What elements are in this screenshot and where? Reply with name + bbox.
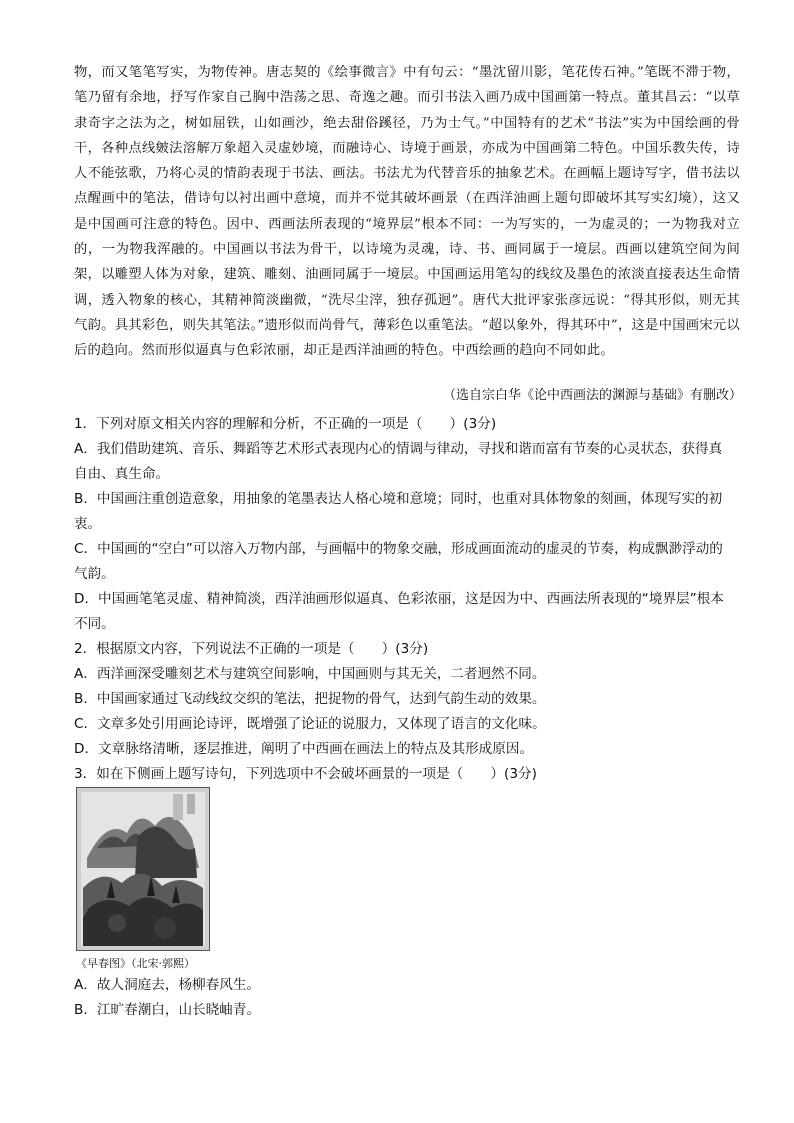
question-3-stem: 3．如在下侧画上题写诗句，下列选项中不会破坏画景的一项是（ ）(3分) [74, 766, 537, 782]
question-3-option-a: A．故人洞庭去，杨柳春风生。 [74, 977, 261, 993]
landscape-painting-image [76, 787, 210, 951]
question-2-option-b: B．中国画家通过飞动线纹交织的笔法，把捉物的骨气，达到气韵生动的效果。 [74, 691, 546, 707]
question-2-option-d: D．文章脉络清晰，逐层推进，阐明了中西画在画法上的特点及其形成原因。 [74, 741, 534, 757]
question-1-option-d: D．中国画笔笔灵虚、精神简淡，西洋油画形似逼真、色彩浓丽，这是因为中、西画法所表现的“境界层”根本不同。 [74, 591, 724, 632]
question-1-option-b: B．中国画注重创造意象，用抽象的笔墨表达人格心境和意境；同时，也重对具体物象的刻画，体现写实的初衷。 [74, 491, 723, 532]
question-2-stem: 2．根据原文内容，下列说法不正确的一项是（ ）(3分) [74, 641, 429, 657]
question-2-option-a: A．西洋画深受雕刻艺术与建筑空间影响，中国画则与其无关，二者迥然不同。 [74, 666, 546, 682]
passage-source: （选自宗白华《论中西画法的渊源与基础》有删改） [442, 388, 742, 403]
question-1-option-c: C．中国画的“空白”可以溶入万物内部，与画幅中的物象交融，形成画面流动的虚灵的节奏，构成飘渺浮动的气韵。 [74, 541, 723, 582]
question-3-option-b: B．江旷春潮白，山长晓岫青。 [74, 1002, 261, 1018]
question-list [74, 412, 734, 787]
question-1-option-a: A．我们借助建筑、音乐、舞蹈等艺术形式表现内心的情调与律动，寻找和谐而富有节奏的心灵状态，获得真自由、真生命。 [74, 441, 723, 482]
painting-caption: 《早春图》（北宋·郭熙） [76, 957, 195, 970]
question-2-option-c: C．文章多处引用画论诗评，既增强了论证的说服力，又体现了语言的文化味。 [74, 716, 546, 732]
reading-passage: 物，而又笔笔写实，为物传神。唐志契的《绘事微言》中有句云：“墨沈留川影，笔花传石神。”笔既不滞于物，笔乃留有余地，抒写作家自己胸中浩荡之思、奇逸之趣。而引书法入画乃成中国画第一特点。董其昌云：“以草隶奇字之法为之，树如屈铁，山如画沙，绝去甜俗蹊径，乃为士气。”中国特有的艺术“书法”实为中国绘画的骨干，各种点线皴法溶解万象超入灵虚妙境，而融诗心、诗境于画景，亦成为中国画第二特色。中国乐教失传，诗人不能弦歌，乃将心灵的情韵表现于书法、画法。书法尤为代替音乐的抽象艺术。在画幅上题诗写字，借书法以点醒画中的笔法，借诗句以衬出画中意境，而并不觉其破坏画景（在西洋油画上题句即破坏其写实幻境），这又是中国画可注意的特色。因中、西画法所表现的“境界层”根本不同：一为写实的，一为虚灵的；一为物我对立的，一为物我浑融的。中国画以书法为骨干，以诗境为灵魂，诗、书、画同属于一境层。西画以建筑空间为间架，以雕塑人体为对象，建筑、雕刻、油画同属于一境层。中国画运用笔勾的线纹及墨色的浓淡直接表达生命情调，透入物象的核心，其精神简淡幽微，“洗尽尘滓，独存孤迥”。唐代大批评家张彦远说：“得其形似，则无其气韵。具其彩色，则失其笔法。”遗形似而尚骨气，薄彩色以重笔法。“超以象外，得其环中”，这是中国画宋元以后的趋向。然而形似逼真与色彩浓丽，却正是西洋油画的特色。中西绘画的趋向不同如此。 [74, 65, 740, 359]
painting-illustration [77, 788, 209, 950]
question-1-stem: 1．下列对原文相关内容的理解和分析，不正确的一项是（ ）(3分) [74, 416, 497, 432]
question-3-options [74, 973, 734, 1023]
